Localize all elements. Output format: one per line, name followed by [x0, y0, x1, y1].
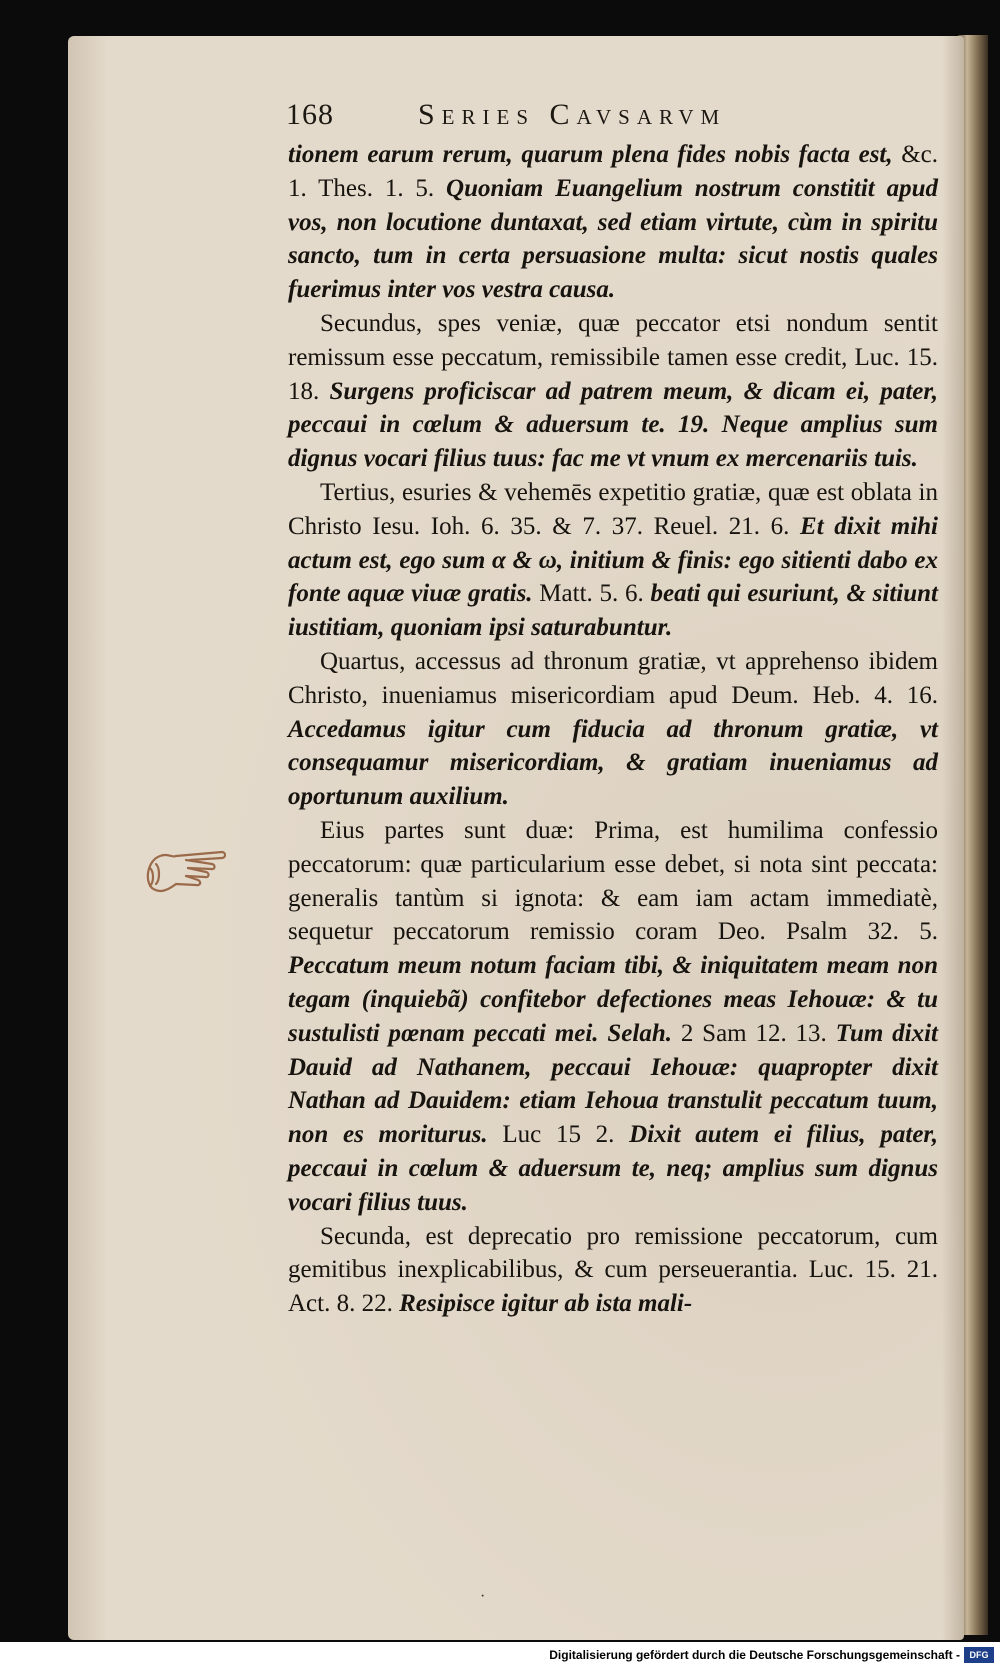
page-header: [286, 98, 926, 142]
text-segment: &c. 1. Thes. 1. 5.: [288, 141, 938, 202]
paragraph: [288, 476, 938, 645]
text-segment: Matt. 5. 6.: [532, 580, 651, 608]
text-segment: 2 Sam 12. 13.: [672, 1019, 836, 1047]
page-bottom-mark: ·: [480, 1588, 486, 1605]
body-text: [288, 138, 938, 1321]
text-segment: Luc 15 2.: [487, 1121, 630, 1149]
footer-credit: Digitalisierung gefördert durch die Deutsche Forschungsgemeinschaft -: [549, 1648, 960, 1662]
text-segment: Tum dixit Dauid ad Nathanem, peccaui Iehouæ: quapropter dixit Nathan ad Dauidem: etiam Iehoua transtulit peccatum tuum, non es moriturus.: [288, 1019, 939, 1149]
footer: [0, 1642, 1000, 1671]
dfg-logo: DFG: [964, 1647, 994, 1663]
text-segment: Dixit autem ei filius, pater, peccaui in cœlum & aduersum te, neq; amplius sum dignus vocari filius tuus.: [288, 1121, 939, 1216]
manicule-pointing-hand-icon: [142, 838, 228, 900]
paragraph: [288, 1220, 938, 1321]
text-segment: Tertius, esuries & vehemēs expetitio gratiæ, quæ est oblata in Christo Iesu. Ioh. 6. 35. & 7. 37. Reuel. 21. 6.: [288, 478, 938, 540]
text-segment: Secunda, est deprecatio pro remissione peccatorum, cum gemitibus inexplicabilibus, & cum perseuerantia. Luc. 15. 21. Act. 8. 22.: [288, 1222, 938, 1318]
paragraph: [288, 814, 938, 1220]
paragraph: [288, 307, 938, 476]
paragraph: [288, 138, 938, 307]
text-segment: tionem earum rerum, quarum plena fides nobis facta est,: [288, 141, 902, 168]
text-segment: Surgens proficiscar ad patrem meum, & dicam ei, pater, peccaui in cœlum & aduersum te. 19. Neque amplius sum dignus vocari filius tuus: fac me vt vnum ex mercenariis tuis.: [288, 377, 938, 473]
running-title: Series Cavsarvm: [418, 98, 727, 131]
text-segment: Eius partes sunt duæ: Prima, est humilima confessio peccatorum: quæ particularium esse debet, si nota sint peccata: generalis tantùm si ignota: & eam iam actam immediatè, sequetur peccatorum remissio coram Deo. Psalm 32. 5.: [288, 816, 938, 946]
text-segment: Secundus, spes veniæ, quæ peccator etsi nondum sentit remissum esse peccatum, remissibile tamen esse credit, Luc. 15. 18.: [288, 309, 938, 405]
text-segment: Quartus, accessus ad thronum gratiæ, vt apprehenso ibidem Christo, inueniamus misericordiam apud Deum. Heb. 4. 16.: [288, 647, 938, 709]
text-segment: beati qui esuriunt, & sitiunt iustitiam, quoniam ipsi saturabuntur.: [288, 580, 938, 642]
paragraph: [288, 645, 938, 814]
text-segment: Quoniam Euangelium nostrum constitit apud vos, non locutione duntaxat, sed etiam virtute, cùm in spiritu sancto, tum in certa persuasione multa: sicut nostis quales fuerimus inter vos vestra causa.: [288, 174, 938, 304]
text-segment: Resipisce igitur ab ista mali-: [399, 1290, 693, 1318]
text-segment: Accedamus igitur cum fiducia ad thronum gratiæ, vt consequamur misericordiam, & gratiam inueniamus ad oportunum auxilium.: [288, 715, 938, 811]
page-number: 168: [286, 98, 334, 131]
text-segment: Peccatum meum notum faciam tibi, & iniquitatem meam non tegam (inquiebã) confitebor defectiones meas Iehouæ: & tu sustulisti pœnam peccati mei. Selah.: [288, 952, 938, 1047]
text-segment: Et dixit mihi actum est, ego sum α & ω, initium & finis: ego sitienti dabo ex fonte aquæ viuæ gratis.: [288, 512, 939, 608]
